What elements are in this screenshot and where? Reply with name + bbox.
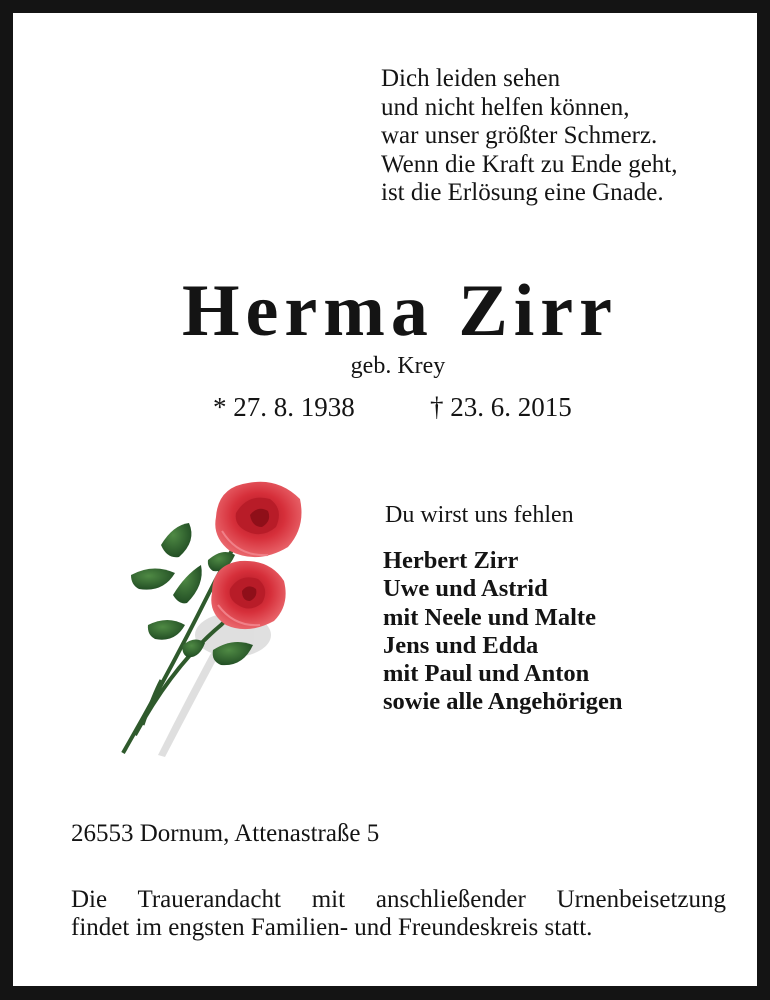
maiden-name: geb. Krey xyxy=(350,353,446,379)
mourner-line: mit Neele und Malte xyxy=(383,603,596,631)
mourners-list xyxy=(383,547,623,717)
birth-date: * 27. 8. 1938 xyxy=(213,392,355,422)
mourner-line: Jens und Edda xyxy=(383,631,539,659)
poem-line: ist die Erlösung eine Gnade. xyxy=(381,179,664,206)
poem-line: Wenn die Kraft zu Ende geht, xyxy=(381,150,678,178)
service-notice xyxy=(71,886,726,941)
poem xyxy=(381,65,677,208)
service-notice-line: Die Trauerandacht mit anschließender Urnenbeisetzung xyxy=(71,886,726,913)
mourner-line: Uwe und Astrid xyxy=(383,575,548,603)
deceased-name: Herma Zirr xyxy=(182,270,618,352)
poem-line: und nicht helfen können, xyxy=(381,93,630,121)
mourner-line: Herbert Zirr xyxy=(383,547,519,574)
poem-line: war unser größter Schmerz. xyxy=(381,122,658,149)
death-date: † 23. 6. 2015 xyxy=(430,392,572,422)
mourner-line: mit Paul und Anton xyxy=(383,660,590,688)
family-address: 26553 Dornum, Attenastraße 5 xyxy=(71,820,380,847)
farewell-text: Du wirst uns fehlen xyxy=(385,502,574,528)
mourner-line: sowie alle Angehörigen xyxy=(383,688,623,716)
two-red-roses-icon xyxy=(113,475,313,775)
service-notice-line: findet im engsten Familien- und Freundeskreis statt. xyxy=(71,913,593,941)
poem-line: Dich leiden sehen xyxy=(381,65,561,92)
